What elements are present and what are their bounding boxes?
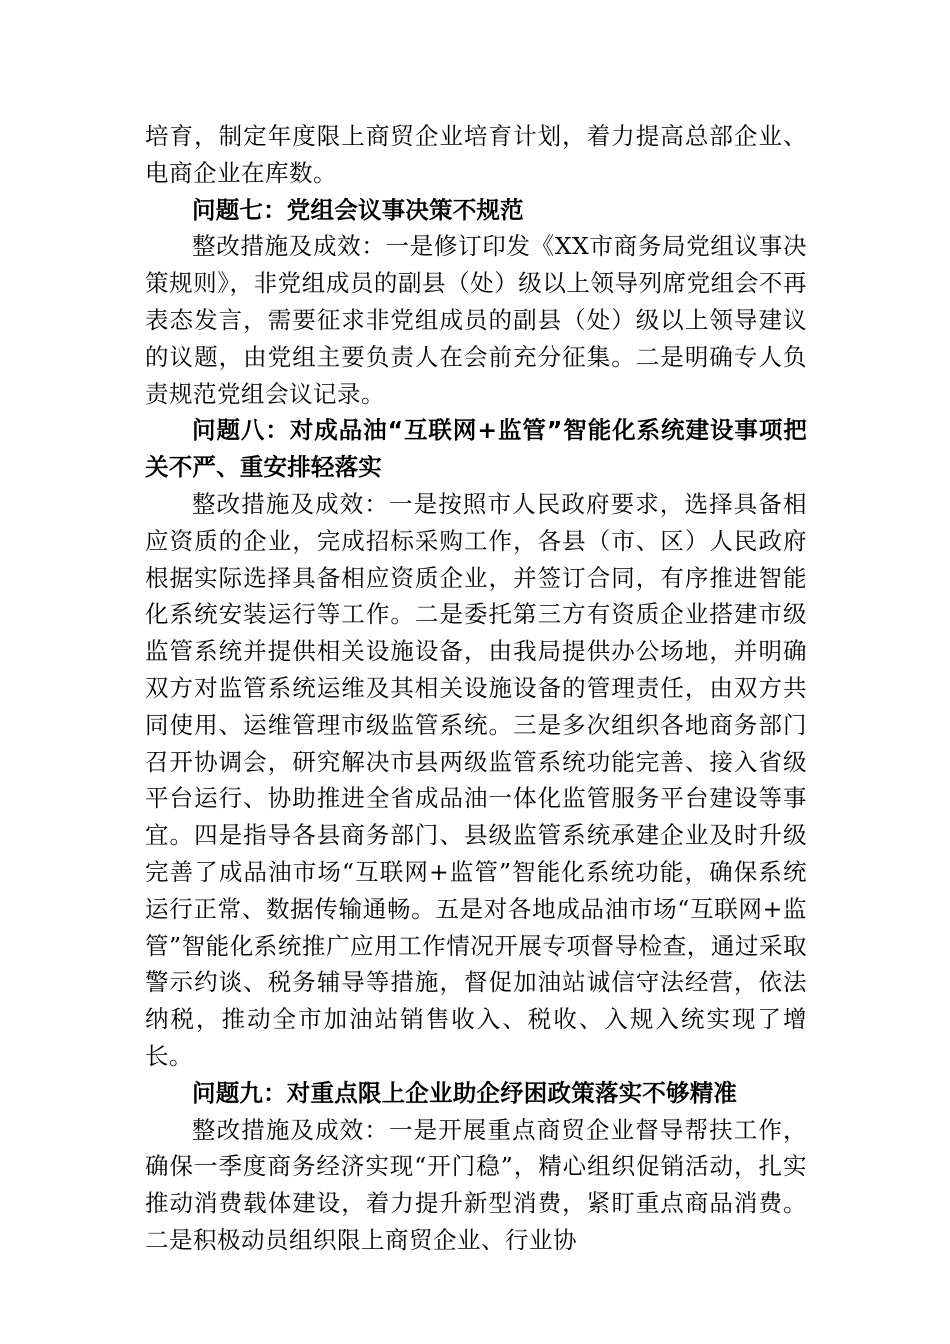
paragraph-continuation: 培育，制定年度限上商贸企业培育计划，着力提高总部企业、电商企业在库数。 (145, 122, 807, 187)
paragraph-issue-7-measures: 整改措施及成效：一是修订印发《XX市商务局党组议事决策规则》，非党组成员的副县（处）级以上领导列席党组会不再表态发言，需要征求非党组成员的副县（处）级以上领导建议的议题，由党组主要负责人在会前充分征集。二是明确专人负责规范党组会议记录。 (145, 232, 807, 408)
heading-issue-8: 问题八：对成品油“互联网+监管”智能化系统建设事项把关不严、重安排轻落实 (145, 416, 807, 482)
heading-issue-7: 问题七：党组会议事决策不规范 (192, 195, 524, 224)
paragraph-issue-9-measures: 整改措施及成效：一是开展重点商贸企业督导帮扶工作，确保一季度商务经济实现“开门稳”，精心组织促销活动，扎实推动消费载体建设，着力提升新型消费，紧盯重点商品消费。二是积极动员组织限上商贸企业、行业协 (145, 1115, 807, 1254)
document-page (145, 118, 807, 1259)
heading-issue-9: 问题九：对重点限上企业助企纾困政策落实不够精准 (192, 1078, 738, 1107)
paragraph-issue-8-measures: 整改措施及成效：一是按照市人民政府要求，选择具备相应资质的企业，完成招标采购工作，各县（市、区）人民政府根据实际选择具备相应资质企业，并签订合同，有序推进智能化系统安装运行等工作。二是委托第三方有资质企业搭建市级监管系统并提供相关设施设备，由我局提供办公场地，并明确双方对监管系统运维及其相关设施设备的管理责任，由双方共同使用、运维管理市级监管系统。三是多次组织各地商务部门召开协调会，研究解决市县两级监管系统功能完善、接入省级平台运行、协助推进全省成品油一体化监管服务平台建设等事宜。四是指导各县商务部门、县级监管系统承建企业及时升级完善了成品油市场“互联网+监管”智能化系统功能，确保系统运行正常、数据传输通畅。五是对各地成品油市场“互联网+监管”智能化系统推广应用工作情况开展专项督导检查，通过采取警示约谈、税务辅导等措施，督促加油站诚信守法经营，依法纳税，推动全市加油站销售收入、税收、入规入统实现了增长。 (145, 489, 807, 1070)
